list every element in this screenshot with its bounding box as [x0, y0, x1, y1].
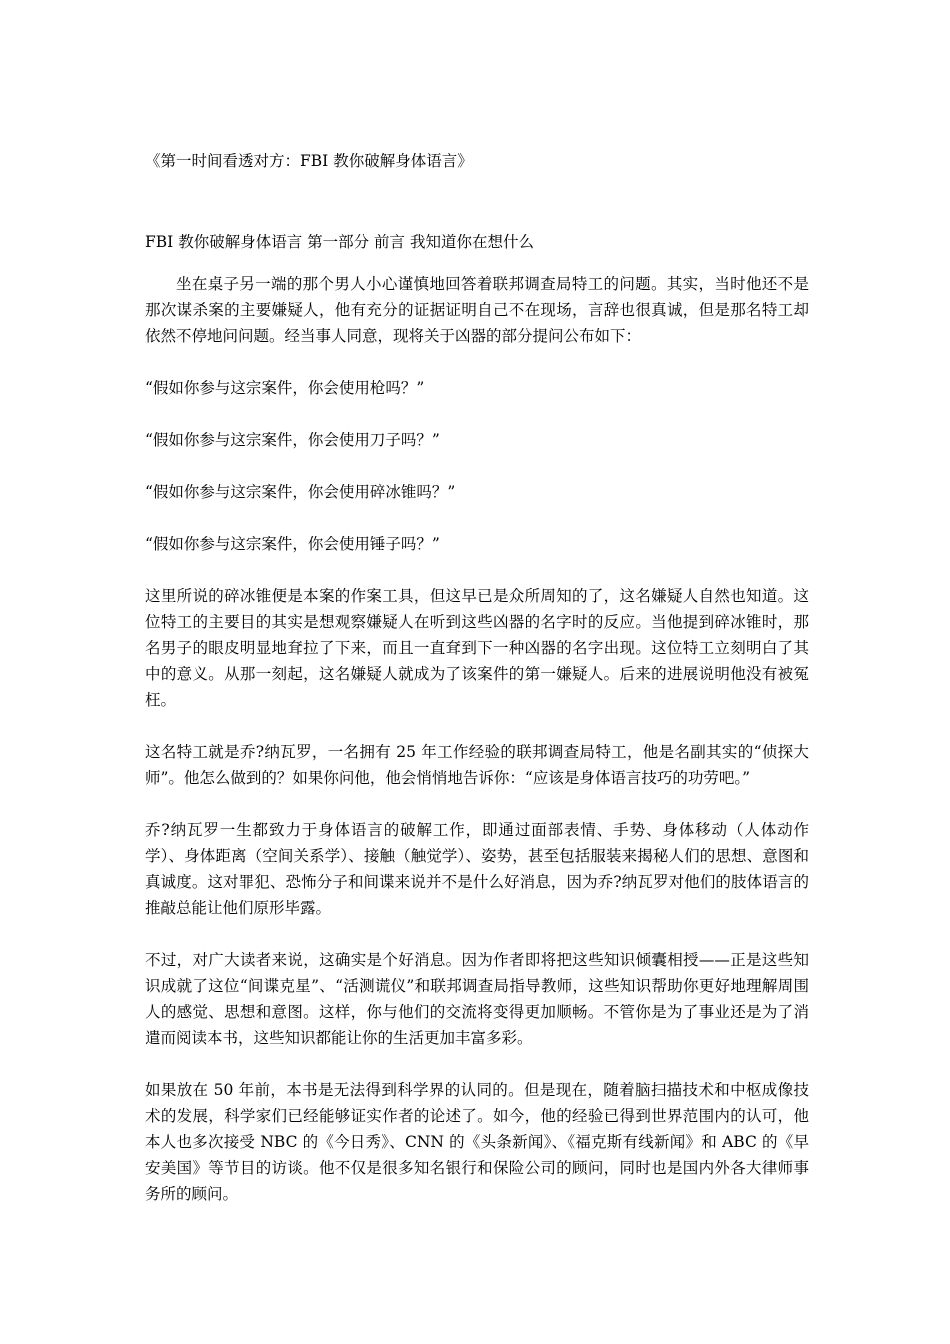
document-page [145, 148, 809, 1233]
quote-line: “假如你参与这宗案件，你会使用碎冰锥吗？” [145, 483, 456, 501]
quote-line: “假如你参与这宗案件，你会使用刀子吗？” [145, 431, 440, 449]
body-paragraph: 不过，对广大读者来说，这确实是个好消息。因为作者即将把这些知识倾囊相授——正是这些知识成就了这位“间谍克星”、“活测谎仪”和联邦调查局指导教师，这些知识帮助你更好地理解周围人的感觉、思想和意图。这样，你与他们的交流将变得更加顺畅。不管你是为了事业还是为了消遣而阅读本书，这些知识都能让你的生活更加丰富多彩。 [145, 951, 809, 1047]
quote-line: “假如你参与这宗案件，你会使用锤子吗？” [145, 535, 440, 553]
intro-paragraph: 坐在桌子另一端的那个男人小心谨慎地回答着联邦调查局特工的问题。其实，当时他还不是那次谋杀案的主要嫌疑人，他有充分的证据证明自己不在现场，言辞也很真诚，但是那名特工却依然不停地问问题。经当事人同意，现将关于凶器的部分提问公布如下： [145, 275, 809, 345]
body-paragraph: 这里所说的碎冰锥便是本案的作案工具，但这早已是众所周知的了，这名嫌疑人自然也知道。这位特工的主要目的其实是想观察嫌疑人在听到这些凶器的名字时的反应。当他提到碎冰锥时，那名男子的眼皮明显地耷拉了下来，而且一直耷到下一种凶器的名字出现。这位特工立刻明白了其中的意义。从那一刻起，这名嫌疑人就成为了该案件的第一嫌疑人。后来的进展说明他没有被冤枉。 [145, 587, 809, 709]
body-paragraph: 乔?纳瓦罗一生都致力于身体语言的破解工作，即通过面部表情、手势、身体移动（人体动作学）、身体距离（空间关系学）、接触（触觉学）、姿势，甚至包括服装来揭秘人们的思想、意图和真诚度。这对罪犯、恐怖分子和间谍来说并不是什么好消息，因为乔?纳瓦罗对他们的肢体语言的推敲总能让他们原形毕露。 [145, 821, 809, 917]
body-paragraph: 如果放在 50 年前，本书是无法得到科学界的认同的。但是现在，随着脑扫描技术和中枢成像技术的发展，科学家们已经能够证实作者的论述了。如今，他的经验已得到世界范围内的认可，他本人也多次接受 NBC 的《今日秀》、CNN 的《头条新闻》、《福克斯有线新闻》和 ABC 的《早安美国》等节目的访谈。他不仅是很多知名银行和保险公司的顾问，同时也是国内外各大律师事务所的顾问。 [145, 1081, 809, 1203]
document-title: 《第一时间看透对方：FBI 教你破解身体语言》 [145, 152, 473, 170]
body-paragraph: 这名特工就是乔?纳瓦罗，一名拥有 25 年工作经验的联邦调查局特工，他是名副其实的“侦探大师”。他怎么做到的？如果你问他，他会悄悄地告诉你：“应该是身体语言技巧的功劳吧。” [145, 743, 809, 787]
section-heading: FBI 教你破解身体语言 第一部分 前言 我知道你在想什么 [145, 233, 534, 251]
quote-line: “假如你参与这宗案件，你会使用枪吗？” [145, 379, 425, 397]
